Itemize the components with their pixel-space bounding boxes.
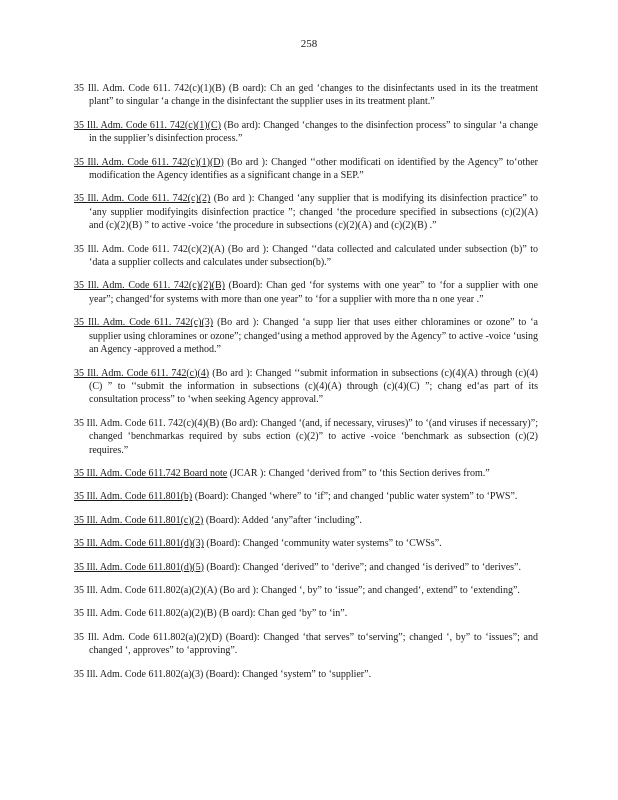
entry-text: (Bo ard ): Changed ‘‘data collected and calculated under subsection (b)” to ‘data a supplier collects and calculates under subsection(b).” [89, 243, 538, 269]
entry-citation: 35 Ill. Adm. Code 611. 742(c)(2) [74, 193, 211, 205]
amendment-entry [74, 631, 538, 658]
entry-citation: 35 Ill. Adm. Code 611. 742(c)(2)(A) [74, 243, 225, 255]
amendment-entry [74, 316, 538, 356]
amendment-entry [74, 607, 538, 620]
entry-text: (Board): Changed ‘community water systems” to ‘CWSs”. [203, 538, 442, 550]
entry-text: (JCAR ): Changed ‘derived from” to ‘this Section derives from.” [227, 467, 490, 479]
entry-text: (Bo ard ): Changed ‘a supp lier that uses either chloramines or ozone” to ‘a supplier using chloramines or ozone”; changed‘using a method approved by the Agency” to active -voice ‘using an Agency -approved a method.” [89, 317, 538, 356]
entry-text: (Board): Changed ‘system” to ‘supplier”. [203, 668, 372, 680]
entry-text: (Board): Changed ‘where” to ‘if”; and changed ‘public water system” to ‘PWS”. [192, 491, 518, 503]
entry-citation: 35 Ill. Adm. Code 611. 742(c)(1)(B) [74, 83, 226, 94]
entry-citation: 35 Ill. Adm. Code 611. 742(c)(4)(B) [74, 417, 220, 429]
entry-text: (Bo ard ): Changed ‘any supplier that is modifying its disinfection practice” to ‘any supplier modifyingits disinfection practice ”; changed ‘the procedure specified in subsections (c)(2)(A) and (c)(2)(B) ” to active -voice ‘the procedure in subsections (c)(2)(A) and (c)(2)(B) .” [89, 193, 538, 232]
entry-citation: 35 Ill. Adm. Code 611. 742(c)(1)(D) [74, 156, 224, 168]
page-number: 258 [300, 38, 318, 50]
amendment-entry [74, 279, 538, 306]
amendment-entry [74, 82, 538, 109]
entry-text: (Bo ard): Changed ‘changes to the disinfection process” to singular ‘a change in the supplier’s disinfection process.” [89, 119, 538, 145]
amendment-entry [74, 243, 538, 270]
entry-citation: 35 Ill. Adm. Code 611.802(a)(2)(A) [74, 584, 218, 596]
entry-citation: 35 Ill. Adm. Code 611.801(d)(5) [74, 561, 204, 573]
amendment-entry [74, 417, 538, 457]
entry-citation: 35 Ill. Adm. Code 611.801(d)(3) [74, 538, 204, 550]
entry-text: (B oard): Ch an ged ‘changes to the disinfectants used in its the treatment plant” to singular ‘a change in the disinfectant the supplier uses in its treatment plant.” [89, 83, 538, 108]
entry-text: (Bo ard ): Changed ‘, by” to ‘issue”; and changed‘, extend” to ‘extending”. [217, 584, 520, 596]
entry-citation: 35 Ill. Adm. Code 611.742 Board note [74, 467, 228, 479]
amendment-entry [74, 119, 538, 146]
entry-text: (Bo ard): Changed ‘(and, if necessary, viruses)” to ‘(and viruses if necessary)”; changed ‘benchmarkas required by subs ection (c)(2)” to active -voice ‘benchmark as subsection (c)(2) requires.” [89, 417, 538, 456]
amendment-entry [74, 561, 538, 574]
amendment-entry [74, 490, 538, 503]
entry-text: (B oard): Chan ged ‘by” to ‘in”. [216, 608, 348, 620]
entry-citation: 35 Ill. Adm. Code 611.801(b) [74, 491, 193, 503]
amendment-entry [74, 668, 538, 681]
entry-text: (Board): Chan ged ‘for systems with one year” to ‘for a supplier with one year”; changed‘for systems with more than one year” to ‘for a supplier with more tha n one year .” [89, 280, 538, 305]
amendment-list [74, 72, 538, 690]
amendment-entry [74, 156, 538, 183]
entry-text: (Board): Changed ‘derived” to ‘derive”; and changed ‘is derived” to ‘derives”. [203, 561, 521, 573]
entry-text: (Bo ard ): Changed ‘‘submit information in subsections (c)(4)(A) through (c)(4)(C) ” to ‘‘submit the information in subsections (c)(4)(A) through (c)(4)(C) ”; chang ed‘as part of its consultation process” to ‘when seeking Agency approval.” [89, 367, 538, 406]
entry-text: (Board): Changed ‘that serves” to‘serving”; changed ‘, by” to ‘issues”; and changed ‘, approves” to ‘approving”. [89, 631, 538, 657]
amendment-entry [74, 367, 538, 407]
entry-citation: 35 Ill. Adm. Code 611. 742(c)(4) [74, 367, 210, 379]
entry-text: (Board): Added ‘any”after ‘including”. [203, 514, 362, 526]
amendment-entry [74, 192, 538, 232]
entry-citation: 35 Ill. Adm. Code 611.802(a)(3) [74, 668, 204, 680]
amendment-entry [74, 467, 538, 480]
entry-citation: 35 Ill. Adm. Code 611. 742(c)(2)(B) [74, 280, 226, 292]
amendment-entry [74, 584, 538, 597]
entry-citation: 35 Ill. Adm. Code 611. 742(c)(1)(C) [74, 119, 221, 131]
entry-text: (Bo ard ): Changed ‘‘other modificati on identified by the Agency” to‘other modification the Agency identifies as a significant change in a SEP.” [89, 156, 538, 182]
amendment-entry [74, 514, 538, 527]
entry-citation: 35 Ill. Adm. Code 611. 742(c)(3) [74, 317, 214, 329]
entry-citation: 35 Ill. Adm. Code 611.802(a)(2)(B) [74, 608, 217, 620]
entry-citation: 35 Ill. Adm. Code 611.801(c)(2) [74, 514, 204, 526]
entry-citation: 35 Ill. Adm. Code 611.802(a)(2)(D) [74, 631, 223, 643]
amendment-entry [74, 537, 538, 550]
